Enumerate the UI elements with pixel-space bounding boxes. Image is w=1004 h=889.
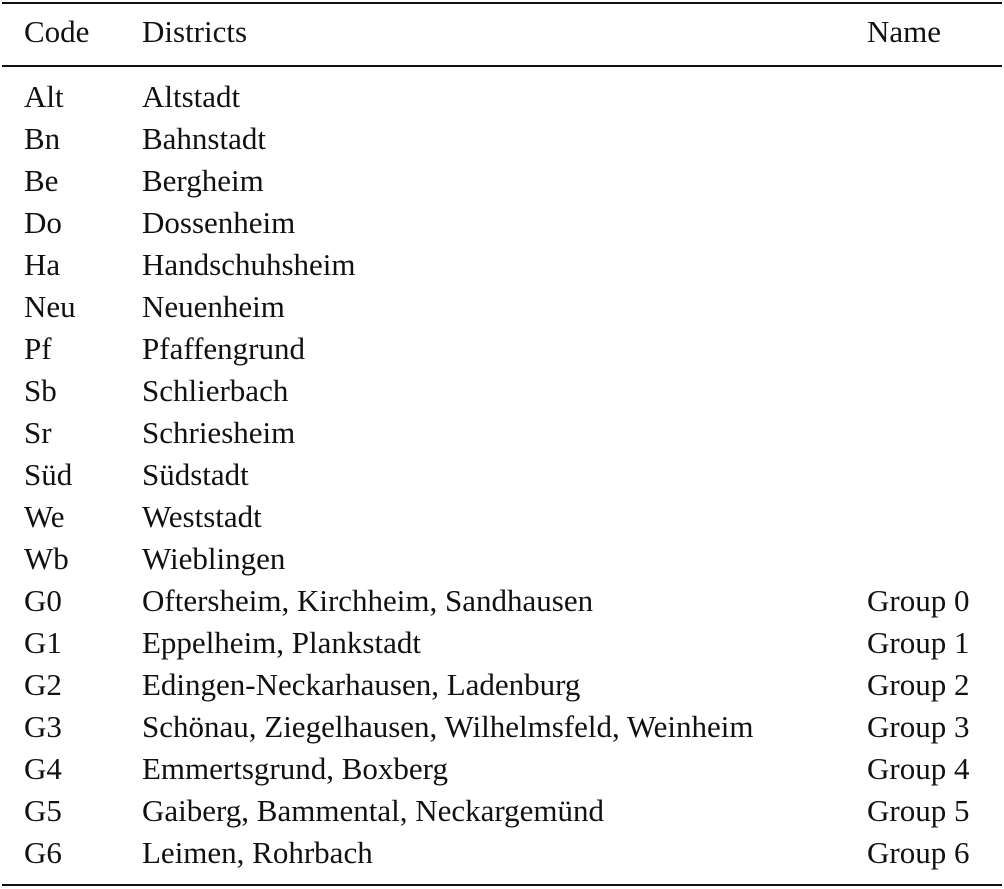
cell-districts: Dossenheim	[142, 205, 296, 240]
table-row	[0, 118, 1004, 160]
table-row	[0, 790, 1004, 832]
cell-code: Be	[24, 163, 59, 198]
cell-districts: Handschuhsheim	[142, 247, 356, 282]
cell-districts: Edingen-Neckarhausen, Ladenburg	[142, 667, 581, 702]
cell-code: Alt	[24, 79, 64, 114]
cell-code: Sr	[24, 415, 52, 450]
cell-name: Group 6	[867, 835, 970, 870]
table-row	[0, 412, 1004, 454]
cell-code: G1	[24, 625, 62, 660]
cell-name: Group 2	[867, 667, 970, 702]
table-row	[0, 202, 1004, 244]
table-body	[0, 76, 1004, 874]
table-row	[0, 664, 1004, 706]
table-row	[0, 580, 1004, 622]
cell-code: G6	[24, 835, 62, 870]
table-header-row	[0, 12, 1004, 52]
cell-districts: Altstadt	[142, 79, 241, 114]
table-header-rule	[2, 65, 1002, 67]
cell-name: Group 1	[867, 625, 970, 660]
cell-districts: Weststadt	[142, 499, 262, 534]
table-row	[0, 370, 1004, 412]
cell-districts: Wieblingen	[142, 541, 286, 576]
cell-code: Do	[24, 205, 62, 240]
table-row	[0, 622, 1004, 664]
cell-districts: Schlierbach	[142, 373, 289, 408]
cell-name: Group 5	[867, 793, 970, 828]
cell-districts: Pfaffengrund	[142, 331, 305, 366]
table-row	[0, 76, 1004, 118]
cell-districts: Südstadt	[142, 457, 249, 492]
cell-districts: Emmertsgrund, Boxberg	[142, 751, 448, 786]
cell-name: Group 0	[867, 583, 970, 618]
cell-districts: Bergheim	[142, 163, 264, 198]
cell-code: G2	[24, 667, 62, 702]
cell-code: G3	[24, 709, 62, 744]
header-code: Code	[24, 14, 90, 49]
table-row	[0, 832, 1004, 874]
cell-code: Süd	[24, 457, 73, 492]
header-districts: Districts	[142, 14, 248, 49]
table-row	[0, 496, 1004, 538]
table-row	[0, 160, 1004, 202]
cell-name: Group 4	[867, 751, 970, 786]
cell-code: Bn	[24, 121, 61, 156]
cell-code: G4	[24, 751, 62, 786]
cell-districts: Eppelheim, Plankstadt	[142, 625, 421, 660]
table-row	[0, 328, 1004, 370]
table-row	[0, 244, 1004, 286]
table-row	[0, 748, 1004, 790]
cell-code: G0	[24, 583, 62, 618]
table-row	[0, 538, 1004, 580]
table-top-rule	[2, 2, 1002, 4]
table-row	[0, 286, 1004, 328]
cell-name: Group 3	[867, 709, 970, 744]
cell-districts: Leimen, Rohrbach	[142, 835, 373, 870]
cell-code: Wb	[24, 541, 69, 576]
cell-code: Ha	[24, 247, 61, 282]
cell-code: Neu	[24, 289, 76, 324]
cell-districts: Schriesheim	[142, 415, 296, 450]
cell-districts: Bahnstadt	[142, 121, 266, 156]
header-name: Name	[867, 14, 942, 49]
table-row	[0, 706, 1004, 748]
table-bottom-rule	[2, 884, 1002, 886]
cell-districts: Neuenheim	[142, 289, 285, 324]
table-row	[0, 454, 1004, 496]
cell-code: G5	[24, 793, 62, 828]
cell-code: Pf	[24, 331, 52, 366]
cell-districts: Oftersheim, Kirchheim, Sandhausen	[142, 583, 594, 618]
cell-districts: Gaiberg, Bammental, Neckargemünd	[142, 793, 604, 828]
cell-code: We	[24, 499, 65, 534]
cell-code: Sb	[24, 373, 57, 408]
cell-districts: Schönau, Ziegelhausen, Wilhelmsfeld, Weinheim	[142, 709, 754, 744]
